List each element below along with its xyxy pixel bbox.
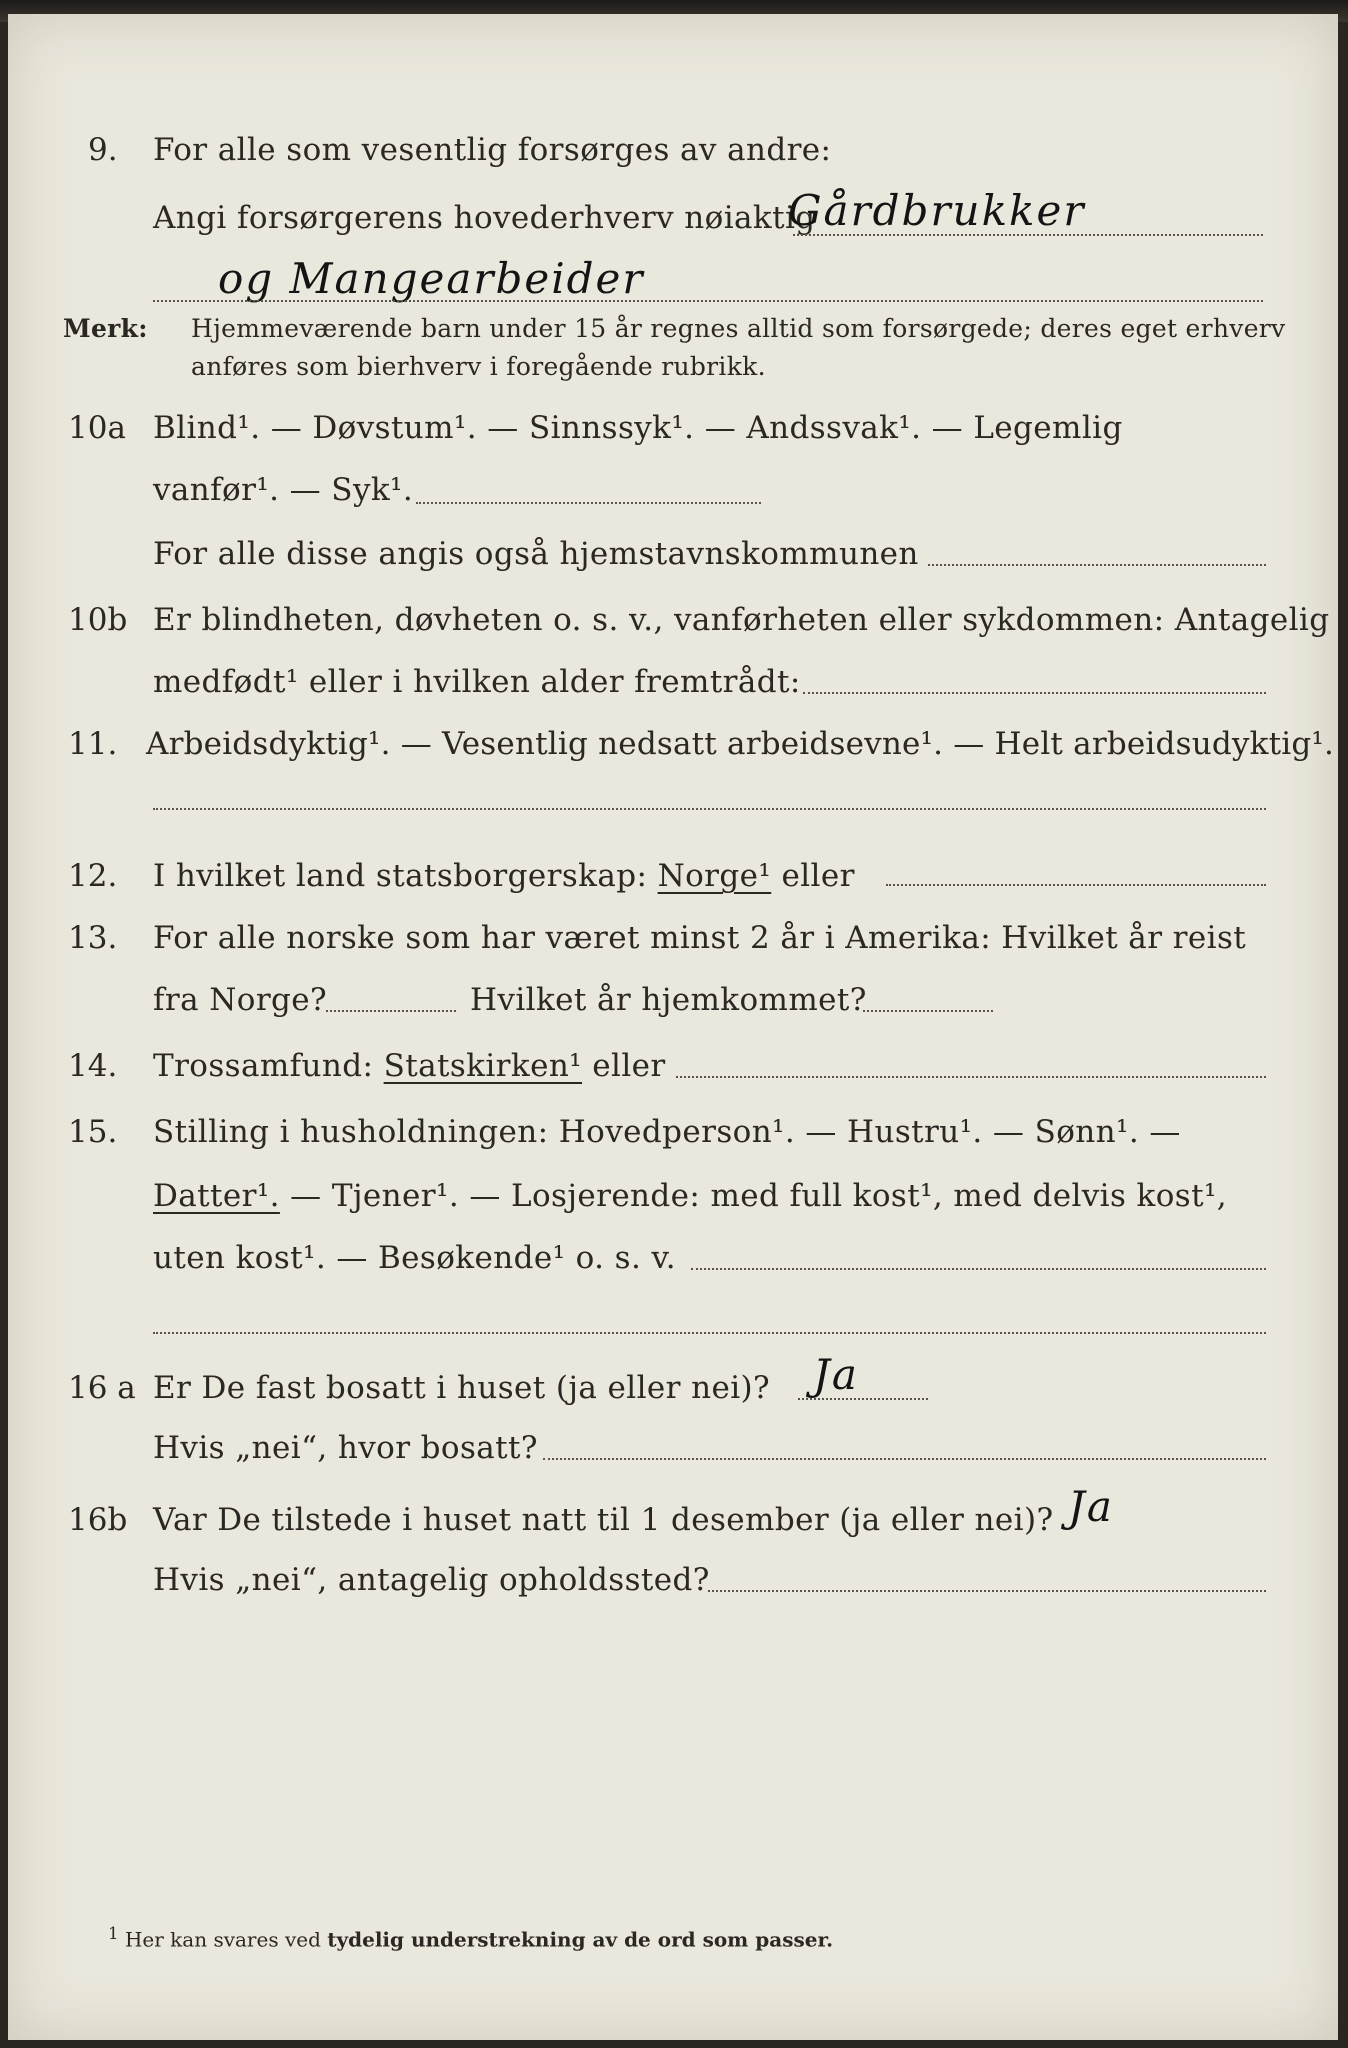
q15-line2-text: — Tjener¹. — Losjerende: med full kost¹, med delvis kost¹, [290,1178,1228,1214]
q9-line1: For alle som vesentlig forsørges av andre: [153,132,832,168]
q13-number: 13. [68,920,118,956]
q10b-dots [803,692,1266,694]
q13-line2a: fra Norge? [153,982,328,1018]
census-form-page [8,14,1338,2040]
q11-number: 11. [68,726,118,762]
q13-reist-dots [326,1010,456,1012]
q10a-line3: For alle disse angis også hjemstavnskommunen [153,536,919,572]
q12-dots [886,884,1266,886]
q16a-line2: Hvis „nei“, hvor bosatt? [153,1430,538,1466]
merk-line1: Hjemmeværende barn under 15 år regnes alltid som forsørgede; deres eget erhverv [191,314,1286,343]
q14-line [153,1048,666,1084]
q9-answer-line1: Gårdbrukker [788,186,1086,235]
q13-line2b: Hvilket år hjemkommet? [470,982,867,1018]
footnote-bold: tydelig understrekning av de ord som passer. [327,1927,834,1952]
q12-norge-underlined: Norge¹ [657,858,772,894]
q16b-dots [708,1590,1266,1592]
q15-line3: uten kost¹. — Besøkende¹ o. s. v. [153,1240,676,1276]
q12-eller: eller [781,858,855,894]
q10a-kommune-dots [928,564,1266,566]
q10a-line2: vanfør¹. — Syk¹. [153,472,414,508]
footnote [108,1924,833,1952]
q10b-line1: Er blindheten, døvheten o. s. v., vanførheten eller sykdommen: Antagelig [153,602,1330,638]
q12-number: 12. [68,858,118,894]
q10a-line1: Blind¹. — Døvstum¹. — Sinnssyk¹. — Andssvak¹. — Legemlig [153,410,1123,446]
q15-line1: Stilling i husholdningen: Hovedperson¹. — Hustru¹. — Sønn¹. — [153,1114,1181,1150]
q16b-line1: Var De tilstede i huset natt til 1 desember (ja eller nei)? [153,1502,1054,1538]
q12-line [153,858,855,894]
footnote-plain: Her kan svares ved [124,1927,321,1952]
q16a-number: 16 a [68,1370,136,1406]
q15-line2 [153,1178,1227,1214]
q14-number: 14. [68,1048,118,1084]
q15-number: 15. [68,1114,118,1150]
q15-dots-1 [691,1268,1266,1270]
q16a-line1: Er De fast bosatt i huset (ja eller nei)? [153,1370,771,1406]
q9-answer-line2-dots [153,300,1263,302]
q14-statskirken-underlined: Statskirken¹ [383,1048,583,1084]
q9-answer-line1-dots [793,234,1263,236]
q9-answer-line2: og Mangearbeider [218,254,645,303]
q16b-number: 16b [68,1502,128,1538]
q12-text: I hvilket land statsborgerskap: [153,858,648,894]
footnote-mark: 1 [108,1924,119,1943]
q9-number: 9. [88,132,118,168]
q13-line1: For alle norske som har været minst 2 år i Amerika: Hvilket år reist [153,920,1247,956]
q10b-line2: medfødt¹ eller i hvilken alder fremtrådt: [153,664,801,700]
q11-line1: Arbeidsdyktig¹. — Vesentlig nedsatt arbeidsevne¹. — Helt arbeidsudyktig¹. [146,726,1335,762]
q16b-line2: Hvis „nei“, antagelig opholdssted? [153,1562,710,1598]
q10b-number: 10b [68,602,128,638]
q11-dots [153,808,1266,810]
q14-text: Trossamfund: [153,1048,374,1084]
q10a-syk-dots [416,502,761,504]
q15-datter-underlined: Datter¹. [153,1178,280,1214]
q15-dots-2 [153,1332,1266,1334]
q16b-answer: Ja [1068,1482,1114,1531]
merk-label: Merk: [63,314,148,343]
q10a-number: 10a [68,410,126,446]
q16a-bosatt-dots [543,1458,1266,1460]
merk-line2: anføres som bierhverv i foregående rubrikk. [191,352,766,381]
q9-line2: Angi forsørgerens hovederhverv nøiaktig [153,200,816,236]
q16a-answer: Ja [813,1350,859,1399]
q13-hjemkommet-dots [863,1010,993,1012]
q14-eller: eller [592,1048,666,1084]
q14-dots [676,1076,1266,1078]
